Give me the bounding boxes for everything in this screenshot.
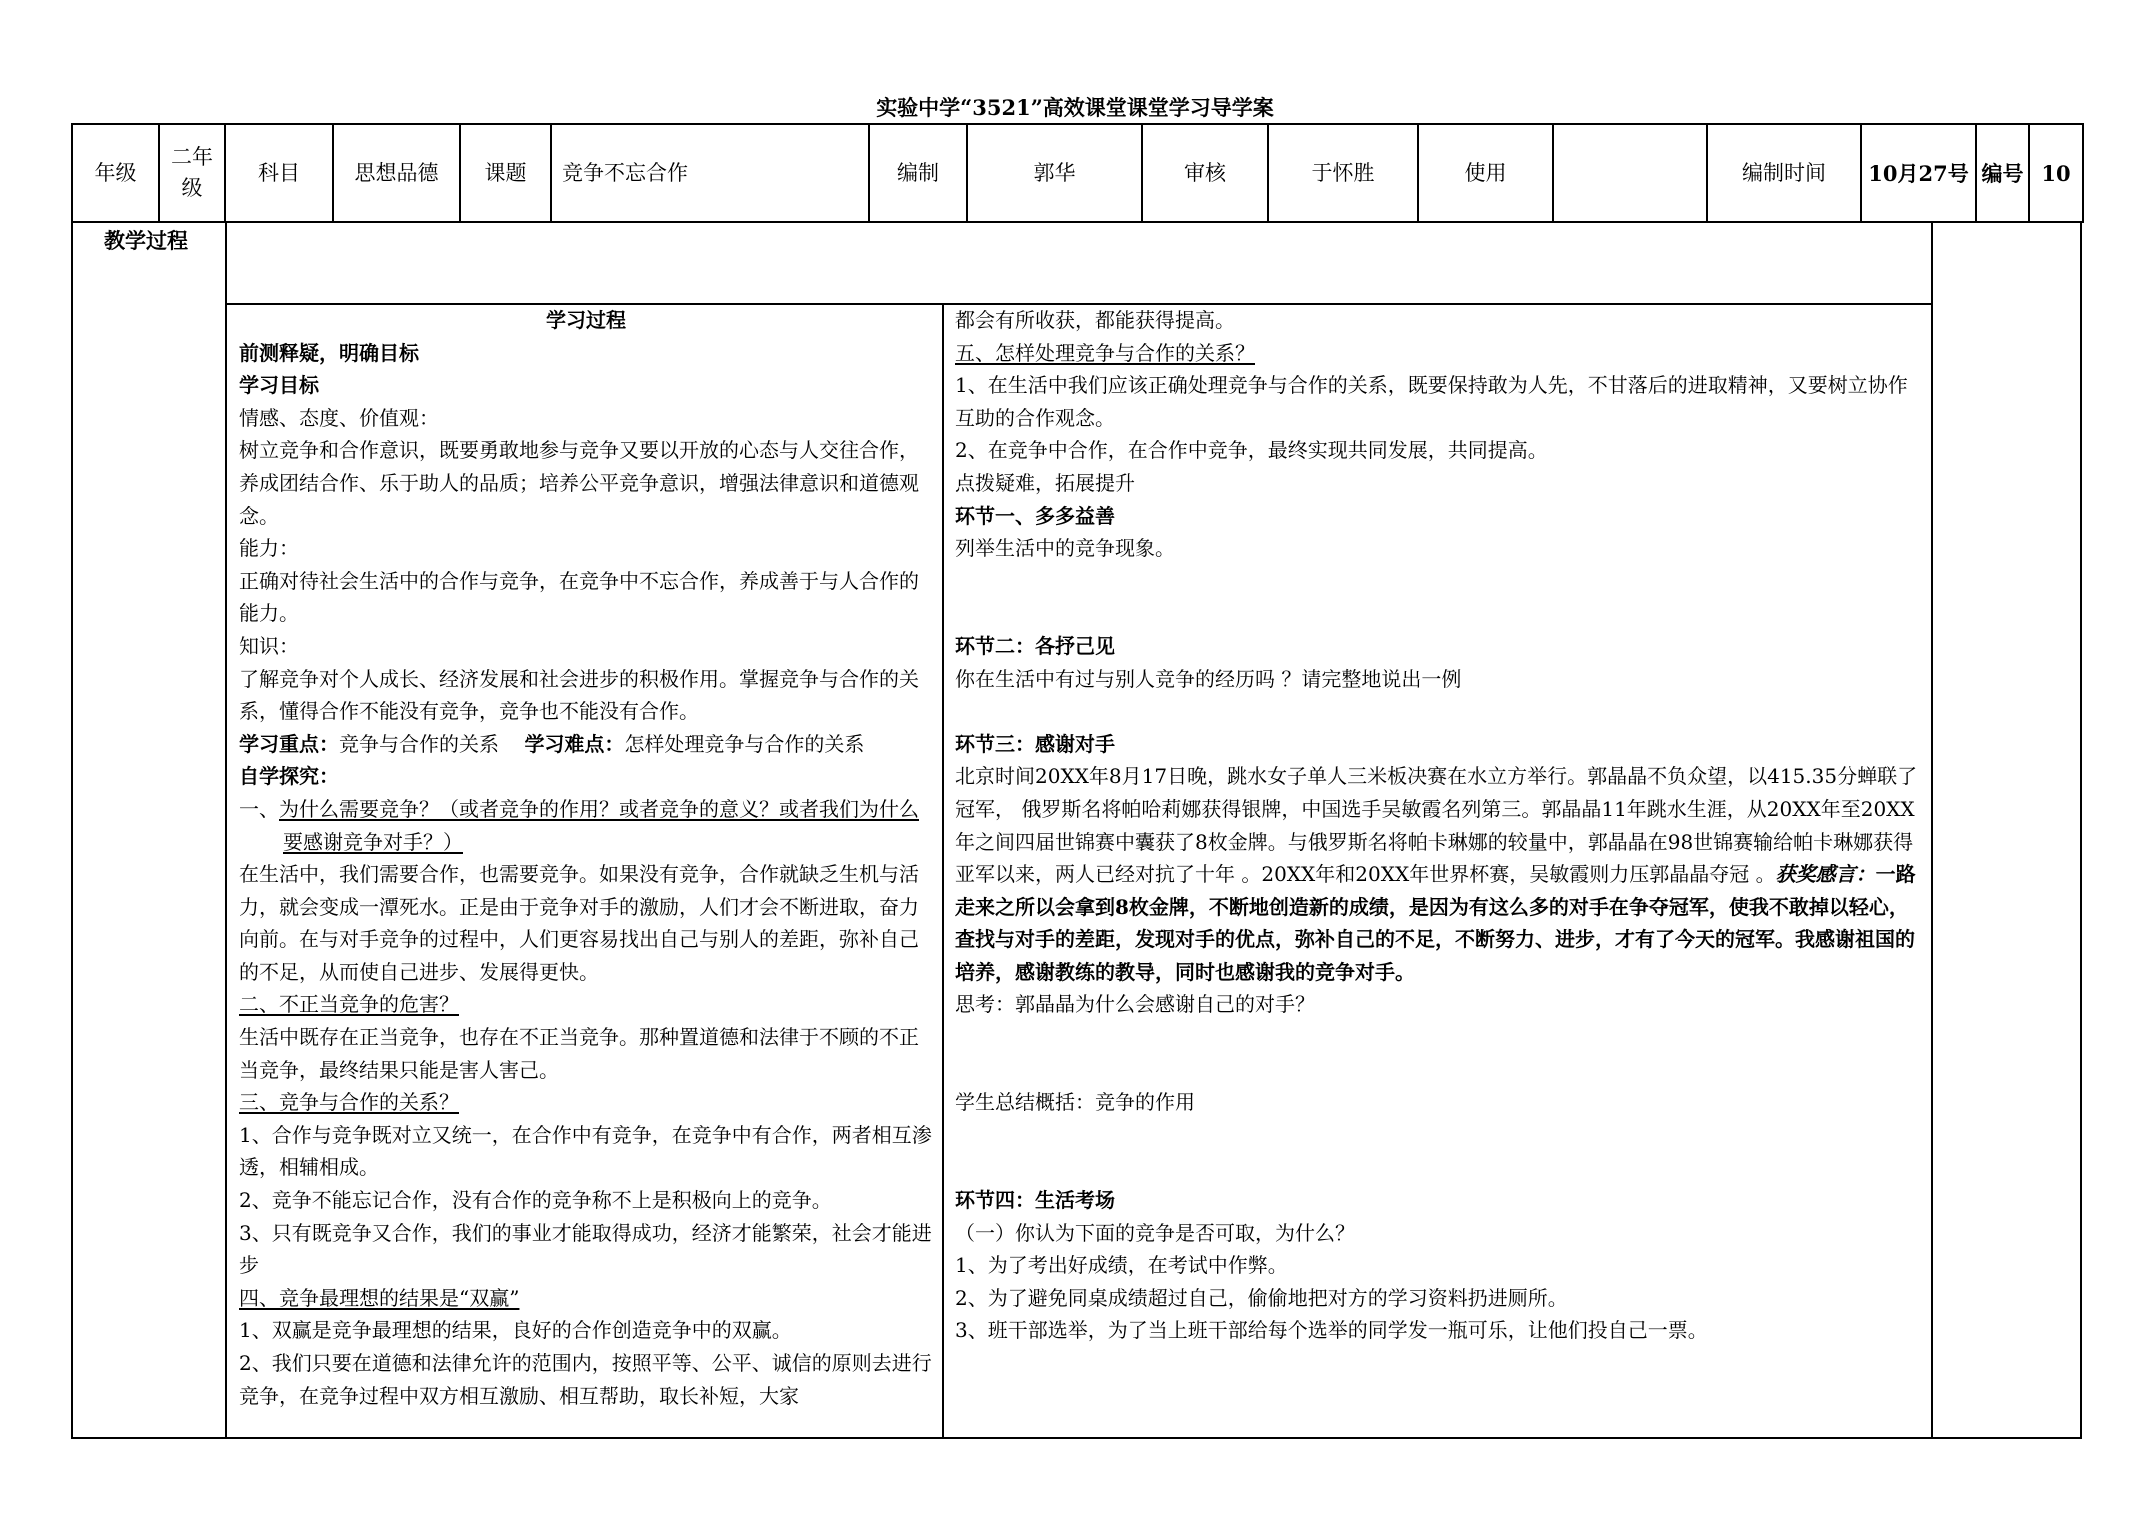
question-2-answer: 生活中既存在正当竞争，也存在不正当竞争。那种置道德和法律于不顾的不正当竞争，最终结果只能是害人害己。 <box>239 1025 919 1082</box>
knowledge-label: 知识： <box>239 633 299 658</box>
question-4-answer-1: 1、双赢是竞争最理想的结果，良好的合作创造竞争中的双赢。 <box>239 1318 792 1343</box>
header-table <box>71 123 2084 223</box>
goals-title: 学习目标 <box>239 373 319 398</box>
link-4-item-2: 2、为了避免同桌成绩超过自己，偷偷地把对方的学习资料扔进厕所。 <box>955 1285 1568 1310</box>
speech-label: 获奖感言： <box>1775 862 1876 887</box>
reviewer-value: 于怀胜 <box>1268 124 1418 222</box>
question-3: 三、竞争与合作的关系？ <box>239 1090 459 1115</box>
link-2-title: 环节二：各抒己见 <box>955 633 1115 658</box>
link-4-item-3: 3、班干部选举，为了当上班干部给每个选举的同学发一瓶可乐，让他们投自己一票。 <box>955 1318 1708 1343</box>
grade-label: 年级 <box>72 124 159 222</box>
number-label: 编号 <box>1976 124 2029 222</box>
question-1-text: 为什么需要竞争？（或者竞争的作用？或者竞争的意义？或者我们为什么要感谢竞争对手？） <box>279 796 919 854</box>
key-points <box>239 728 933 761</box>
process-label: 教学过程 <box>104 228 188 253</box>
column-divider <box>942 304 944 1438</box>
story-paragraph <box>955 760 1923 988</box>
subject-label: 科目 <box>225 124 333 222</box>
ability-label: 能力： <box>239 536 299 561</box>
question-3-answer-3: 3、只有既竞争又合作，我们的事业才能取得成功，经济才能繁荣，社会才能进步 <box>239 1220 932 1278</box>
question-4-answer-2: 2、我们只要在道德和法律允许的范围内，按照平等、公平、诚信的原则去进行竞争，在竞争过程中双方相互激励、相互帮助，取长补短，大家 <box>239 1351 932 1408</box>
question-1-answer: 在生活中，我们需要合作，也需要竞争。如果没有竞争，合作就缺乏生机与活力，就会变成一潭死水。正是由于竞争对手的激励，人们才会不断进取，奋力向前。在与对手竞争的过程中，人们更容易找出自己与别人的差距，弥补自己的不足，从而使自己进步、发展得更快。 <box>239 862 919 984</box>
summary-text: 学生总结概括：竞争的作用 <box>955 1090 1195 1115</box>
page-title: 实验中学“3521”高效课堂课堂学习导学案 <box>876 95 1274 120</box>
number-value: 10 <box>2029 124 2083 222</box>
use-value <box>1553 124 1707 222</box>
question-5-answer-2: 2、在竞争中合作，在合作中竞争，最终实现共同发展，共同提高。 <box>955 438 1548 463</box>
link-4-title: 环节四：生活考场 <box>955 1188 1115 1213</box>
link-1-title: 环节一、多多益善 <box>955 503 1115 528</box>
question-1 <box>239 793 933 858</box>
key-point-label: 学习重点： <box>239 731 339 756</box>
link-4-question: （一）你认为下面的竞争是否可取，为什么？ <box>955 1220 1355 1245</box>
emotion-text: 树立竞争和合作意识，既要勇敢地参与竞争又要以开放的心态与人交往合作，养成团结合作、乐于助人的品质；培养公平竞争意识，增强法律意识和道德观念。 <box>239 438 919 528</box>
left-heading: 学习过程 <box>546 308 626 332</box>
difficulty-label: 学习难点： <box>524 731 625 756</box>
link-4-item-1: 1、为了考出好成绩，在考试中作弊。 <box>955 1253 1288 1278</box>
subject-value: 思想品德 <box>333 124 460 222</box>
question-3-answer-1: 1、合作与竞争既对立又统一，在合作中有竞争，在竞争中有合作，两者相互渗透，相辅相成。 <box>239 1122 932 1180</box>
use-label: 使用 <box>1418 124 1553 222</box>
speech-text: 一路走来之所以会拿到8枚金牌，不断地创造新的成绩，是因为有这么多的对手在争夺冠军，使我不敢掉以轻心，查找与对手的差距，发现对手的优点，弥补自己的不足，不断努力、进步，才有了今天的冠军。我感谢祖国的培养，感谢教练的教导，同时也感谢我的竞争对手。 <box>955 862 1916 984</box>
continued-text: 都会有所收获，都能获得提高。 <box>955 308 1235 332</box>
difficulty-text: 怎样处理竞争与合作的关系 <box>624 731 865 756</box>
emotion-label: 情感、态度、价值观： <box>239 405 439 430</box>
right-divider <box>1931 222 1933 1438</box>
self-study: 自学探究： <box>239 764 339 789</box>
topic-label: 课题 <box>460 124 551 222</box>
question-5: 五、怎样处理竞争与合作的关系？ <box>955 340 1255 365</box>
topic-value: 竞争不忘合作 <box>551 124 869 222</box>
editor-label: 编制 <box>869 124 967 222</box>
knowledge-text: 了解竞争对个人成长、经济发展和社会进步的积极作用。掌握竞争与合作的关系，懂得合作不能没有竞争，竞争也不能没有合作。 <box>239 666 919 724</box>
date-label: 编制时间 <box>1707 124 1861 222</box>
question-1-prefix: 一、 <box>239 796 279 821</box>
question-2: 二、不正当竞争的危害？ <box>239 992 459 1017</box>
think-question: 思考：郭晶晶为什么会感谢自己的对手？ <box>955 992 1315 1017</box>
grade-value: 二年级 <box>159 124 225 222</box>
question-4: 四、竞争最理想的结果是“双赢” <box>239 1285 520 1310</box>
link-3-title: 环节三：感谢对手 <box>955 731 1115 756</box>
left-column <box>239 304 933 1436</box>
date-value: 10月27号 <box>1861 124 1976 222</box>
key-point-text: 竞争与合作的关系 <box>339 731 499 756</box>
pre-test: 前测释疑，明确目标 <box>239 340 419 365</box>
reviewer-label: 审核 <box>1142 124 1268 222</box>
editor-value: 郭华 <box>967 124 1142 222</box>
link-2-text: 你在生活中有过与别人竞争的经历吗 ？请完整地说出一例 <box>955 666 1462 691</box>
ability-text: 正确对待社会生活中的合作与竞争，在竞争中不忘合作，养成善于与人合作的能力。 <box>239 568 919 626</box>
right-column <box>955 304 1923 1436</box>
question-5-answer-1: 1、在生活中我们应该正确处理竞争与合作的关系，既要保持敢为人先，不甘落后的进取精神，又要树立协作互助的合作观念。 <box>955 373 1908 430</box>
extend-heading: 点拨疑难，拓展提升 <box>955 470 1135 495</box>
link-1-text: 列举生活中的竞争现象。 <box>955 536 1175 561</box>
question-3-answer-2: 2、竞争不能忘记合作，没有合作的竞争称不上是积极向上的竞争。 <box>239 1188 832 1213</box>
left-divider <box>225 222 227 1438</box>
story-text: 北京时间20XX年8月17日晚，跳水女子单人三米板决赛在水立方举行。郭晶晶不负众望，以415.35分蝉联了冠军， 俄罗斯名将帕哈莉娜获得银牌，中国选手吴敏霞名列第三。郭晶晶11年跳水生涯，从20XX年至20XX年之间四届世锦赛中囊获了8枚金牌。与俄罗斯名将帕卡琳娜的较量中，郭晶晶在98世锦赛输给帕卡琳娜获得亚军以来，两人已经对抗了十年 。20XX年和20XX年世界杯赛，吴敏霞则力压郭晶晶夺冠 。 <box>955 764 1918 887</box>
